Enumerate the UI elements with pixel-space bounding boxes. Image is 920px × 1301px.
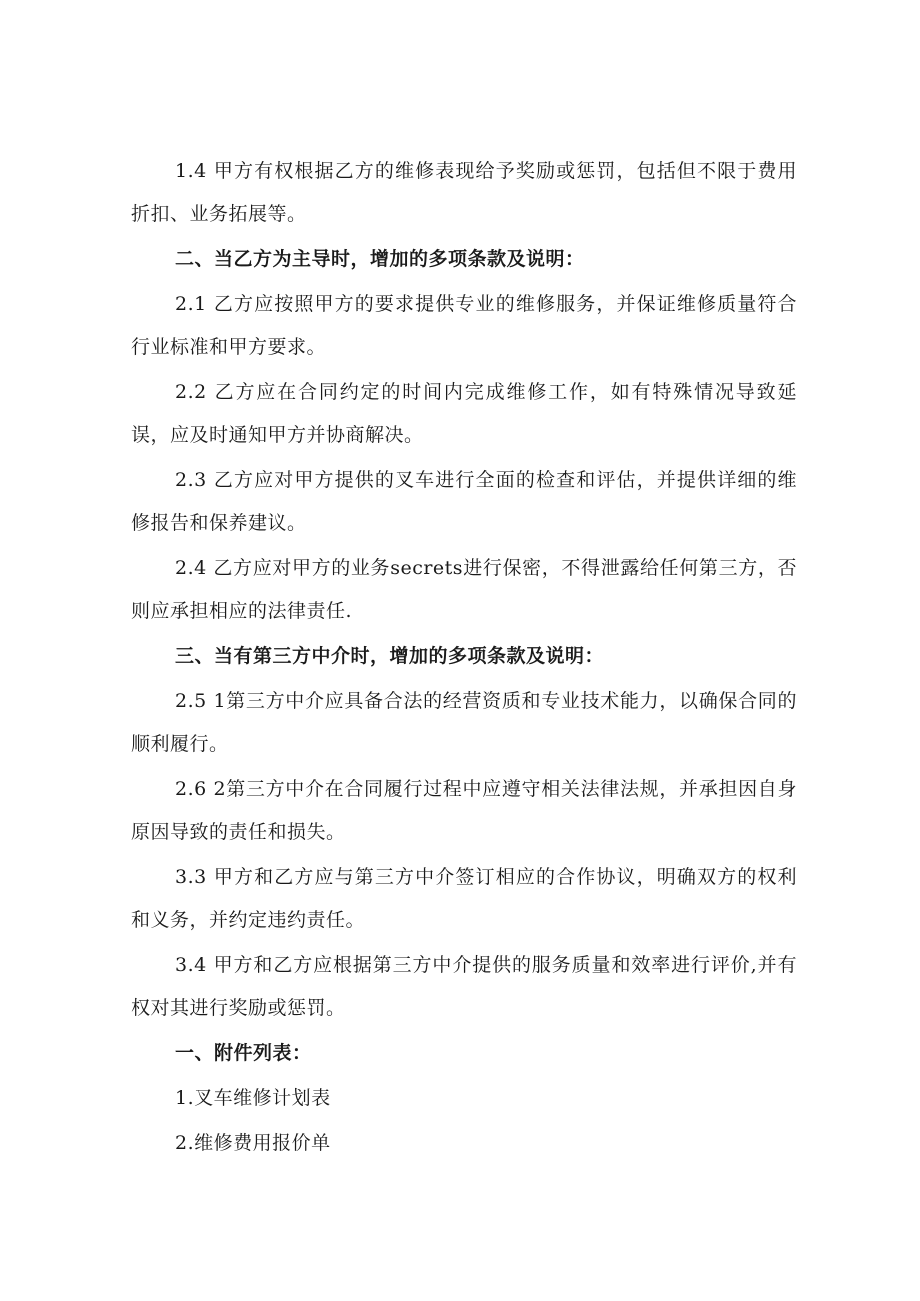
attachments-heading: 一、附件列表：	[175, 1042, 312, 1064]
section-heading-2: 二、当乙方为主导时，增加的多项条款及说明：	[175, 248, 585, 270]
clause-2-3: 2.3 乙方应对甲方提供的叉车进行全面的检查和评估，并提供详细的维修报告和保养建议。	[131, 469, 797, 534]
clause-2-6: 2.6 2第三方中介在合同履行过程中应遵守相关法律法规，并承担因自身原因导致的责任和损失。	[131, 778, 797, 843]
section-heading-3: 三、当有第三方中介时，增加的多项条款及说明：	[175, 645, 605, 667]
clause-2-1: 2.1 乙方应按照甲方的要求提供专业的维修服务，并保证维修质量符合行业标准和甲方要求。	[131, 293, 797, 358]
clause-2-2: 2.2 乙方应在合同约定的时间内完成维修工作，如有特殊情况导致延误，应及时通知甲方并协商解决。	[131, 381, 797, 446]
clause-3-4: 3.4 甲方和乙方应根据第三方中介提供的服务质量和效率进行评价,并有权对其进行奖励或惩罚。	[131, 954, 797, 1019]
attachment-item-2: 2.维修费用报价单	[175, 1132, 331, 1154]
clause-2-4: 2.4 乙方应对甲方的业务secrets进行保密，不得泄露给任何第三方，否则应承担相应的法律责任.	[131, 557, 797, 622]
clause-2-5: 2.5 1第三方中介应具备合法的经营资质和专业技术能力，以确保合同的顺利履行。	[131, 690, 797, 755]
document-body	[131, 150, 797, 1165]
clause-3-3: 3.3 甲方和乙方应与第三方中介签订相应的合作协议，明确双方的权利和义务，并约定违约责任。	[131, 866, 797, 931]
attachment-item-1: 1.叉车维修计划表	[175, 1087, 331, 1109]
clause-1-4: 1.4 甲方有权根据乙方的维修表现给予奖励或惩罚，包括但不限于费用折扣、业务拓展等。	[131, 160, 797, 225]
